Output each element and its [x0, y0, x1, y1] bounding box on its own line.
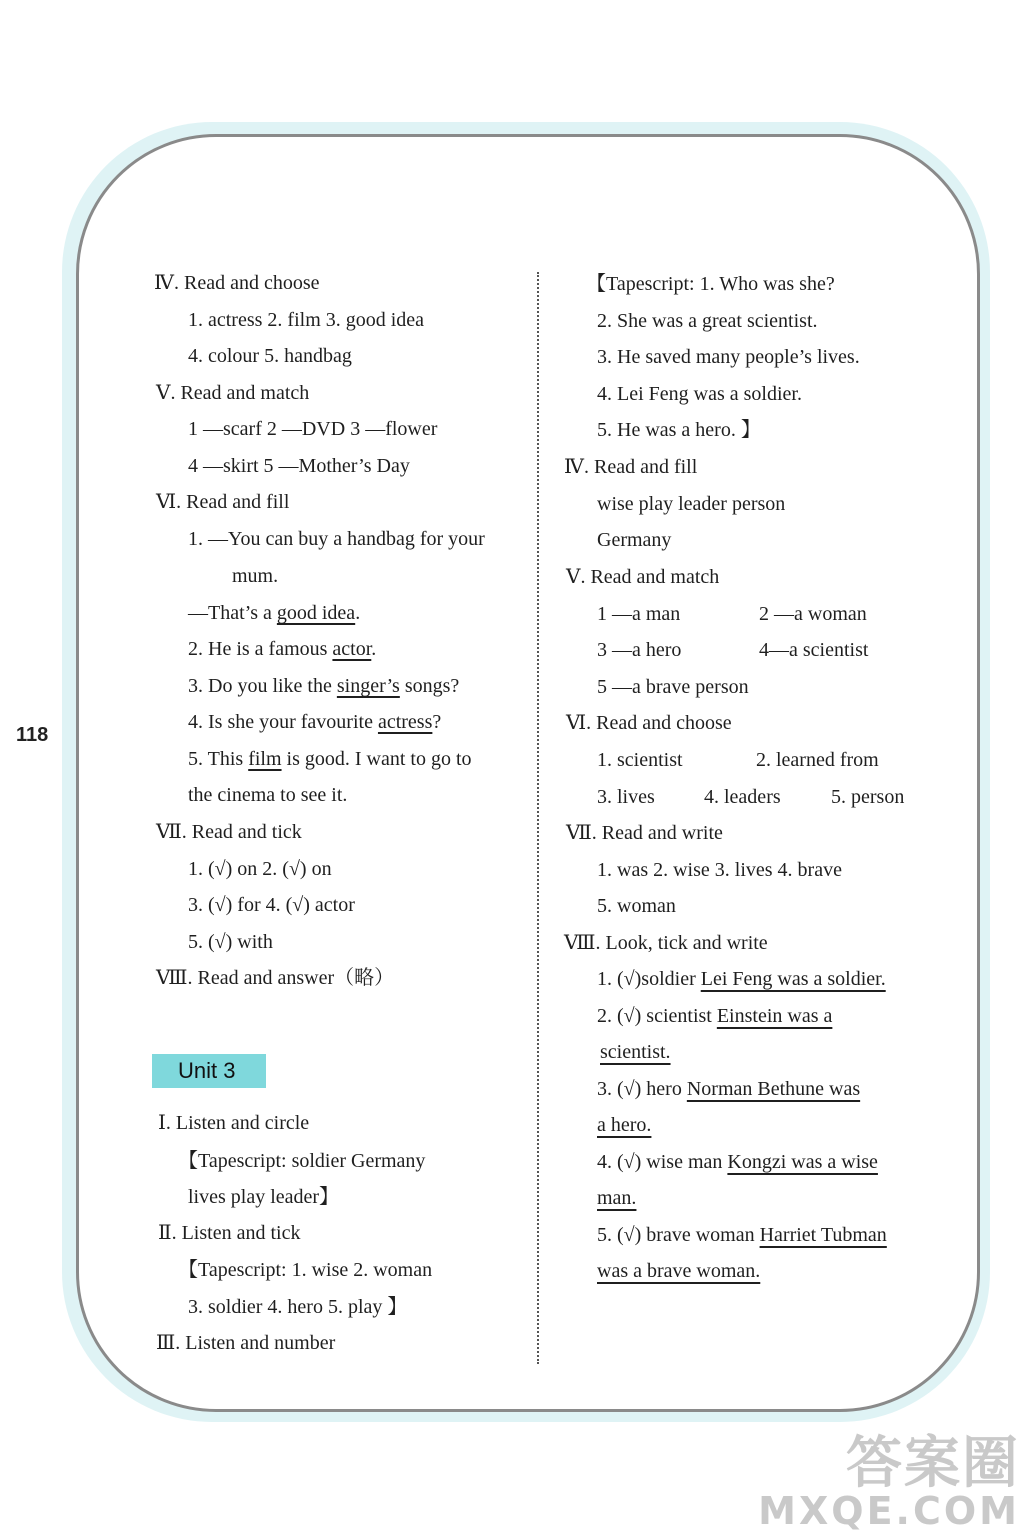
tapescript-line: 5. He was a hero. 】 — [597, 419, 761, 441]
answer-row — [597, 1149, 884, 1175]
answer-row: 3 —a hero — [597, 639, 682, 661]
answer-row: 1. (√) on 2. (√) on — [188, 858, 332, 880]
answer-row: 1. was 2. wise 3. lives 4. brave — [597, 859, 842, 881]
written-answer: scientist. — [600, 1041, 671, 1063]
answer-row: 1 —scarf 2 —DVD 3 —flower — [188, 418, 438, 440]
section-heading: Ⅶ. Read and tick — [156, 821, 302, 843]
section-heading: Ⅲ. Listen and number — [156, 1332, 336, 1354]
answer-row — [188, 673, 459, 699]
answer-row — [597, 966, 892, 992]
prompt-text: 2. He is a famous — [188, 638, 333, 660]
answer-row — [188, 746, 472, 772]
filled-answer: actress — [377, 711, 433, 733]
section-heading: Ⅳ. Read and fill — [564, 456, 698, 478]
answer-row: lives play leader】 — [188, 1186, 340, 1208]
prompt-text: songs? — [399, 675, 460, 697]
column-divider — [537, 272, 539, 1364]
section-heading: Ⅴ. Read and match — [566, 566, 720, 588]
answer-row — [597, 1112, 657, 1138]
section-heading: Ⅵ. Read and choose — [566, 712, 732, 734]
answer-row: Germany — [597, 529, 672, 551]
section-heading: Ⅷ. Look, tick and write — [564, 932, 768, 954]
answer-row: mum. — [232, 565, 279, 587]
answer-row — [188, 600, 360, 626]
answer-row — [597, 1185, 642, 1211]
section-heading: Ⅳ. Read and choose — [154, 272, 320, 294]
answer-row: 4. colour 5. handbag — [188, 345, 352, 367]
answer-row — [597, 1076, 866, 1102]
prompt-text: 3. (√) hero — [597, 1078, 687, 1100]
answer-row: 2 —a woman — [759, 603, 867, 625]
section-heading: Ⅴ. Read and match — [156, 382, 310, 404]
section-heading: Ⅵ. Read and fill — [156, 491, 290, 513]
prompt-text: 2. (√) scientist — [597, 1005, 717, 1027]
answer-row: 5. person — [831, 786, 905, 808]
prompt-text: —That’s a — [188, 602, 277, 624]
tapescript-line: 3. He saved many people’s lives. — [597, 346, 860, 368]
answer-row: 1. actress 2. film 3. good idea — [188, 309, 425, 331]
prompt-text: 4. Is she your favourite — [188, 711, 378, 733]
answer-row: 2. learned from — [756, 749, 879, 771]
written-answer: man. — [597, 1187, 637, 1209]
answer-row — [597, 1258, 766, 1284]
prompt-text: 3. Do you like the — [188, 675, 337, 697]
answer-row: 1. scientist — [597, 749, 683, 771]
answer-row: 【Tapescript: soldier Germany — [178, 1150, 426, 1172]
page-number: 118 — [16, 724, 49, 746]
answer-row: the cinema to see it. — [188, 784, 348, 806]
answer-row — [188, 709, 441, 735]
written-answer: Norman Bethune was — [686, 1078, 861, 1100]
prompt-text: is good. I want to go to — [281, 748, 472, 770]
written-answer: Einstein was a — [716, 1005, 833, 1027]
answer-row: 1. —You can buy a handbag for your — [188, 528, 485, 550]
answer-row: 5. (√) with — [188, 931, 273, 953]
prompt-text: 4. (√) wise man — [597, 1151, 728, 1173]
tapescript-line: 4. Lei Feng was a soldier. — [597, 383, 802, 405]
prompt-text: 5. (√) brave woman — [597, 1224, 760, 1246]
prompt-text: 1. (√)soldier — [597, 968, 701, 990]
filled-answer: singer’s — [336, 675, 400, 697]
answer-row: 【Tapescript: 1. wise 2. woman — [178, 1259, 433, 1281]
watermark-logo — [758, 1431, 1020, 1533]
filled-answer: good idea — [276, 602, 356, 624]
tapescript-line: 【Tapescript: 1. Who was she? — [586, 273, 835, 295]
answer-row: 5. woman — [597, 895, 676, 917]
written-answer: was a brave woman. — [597, 1260, 761, 1282]
watermark-text: 答案圈 — [846, 1431, 1020, 1496]
answer-row: 1 —a man — [597, 603, 681, 625]
section-heading: Ⅱ. Listen and tick — [158, 1222, 301, 1244]
filled-answer: actor — [332, 638, 372, 660]
written-answer: Kongzi was a wise — [727, 1151, 878, 1173]
answer-row: 4—a scientist — [759, 639, 869, 661]
prompt-text: . — [355, 602, 361, 624]
answer-row: wise play leader person — [597, 493, 786, 515]
answer-row: 3. soldier 4. hero 5. play 】 — [188, 1296, 408, 1318]
answer-row — [600, 1039, 677, 1065]
answer-row — [597, 1003, 838, 1029]
written-answer: Harriet Tubman — [759, 1224, 887, 1246]
answer-row — [188, 636, 376, 662]
prompt-text: ? — [432, 711, 442, 733]
answer-row: 3. (√) for 4. (√) actor — [188, 894, 355, 916]
tapescript-line: 2. She was a great scientist. — [597, 310, 818, 332]
prompt-text: . — [371, 638, 377, 660]
answer-row: 4 —skirt 5 —Mother’s Day — [188, 455, 410, 477]
written-answer: a hero. — [597, 1114, 652, 1136]
unit-label: Unit 3 — [152, 1054, 266, 1088]
written-answer: Lei Feng was a soldier. — [700, 968, 886, 990]
section-heading: Ⅶ. Read and write — [566, 822, 723, 844]
section-heading: Ⅷ. Read and answer（略） — [156, 967, 395, 989]
answer-row — [597, 1222, 893, 1248]
filled-answer: film — [248, 748, 282, 770]
answer-row: 3. lives — [597, 786, 655, 808]
watermark-url: MXQE.COM — [758, 1489, 1020, 1533]
section-heading: Ⅰ. Listen and circle — [158, 1112, 310, 1134]
answer-row: 4. leaders — [704, 786, 781, 808]
prompt-text: 5. This — [188, 748, 249, 770]
answer-row: 5 —a brave person — [597, 676, 749, 698]
